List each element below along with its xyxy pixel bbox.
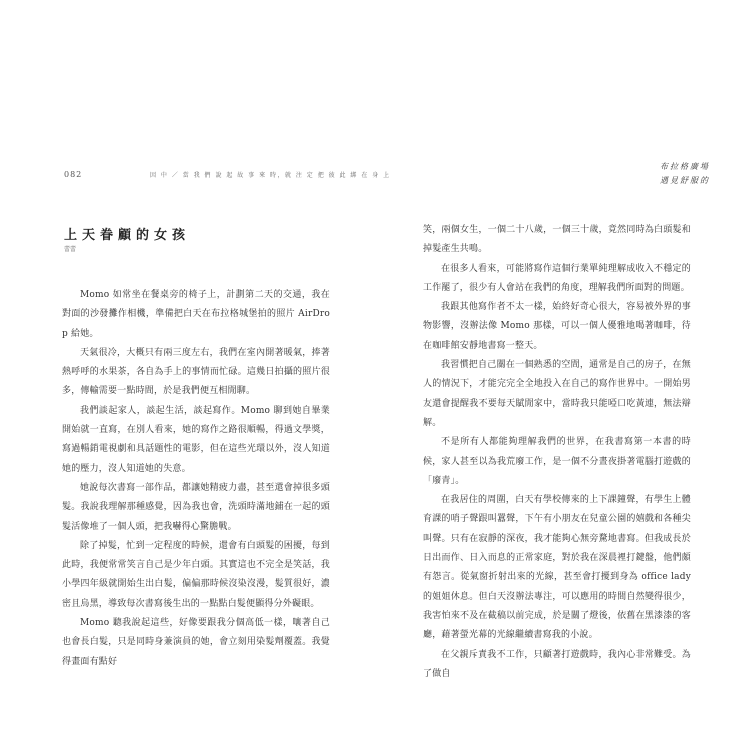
paragraph: Momo 如常坐在餐桌旁的椅子上，計劃第二天的交通，我在對面的沙發攤作相機，準備把白天在布拉格城堡拍的照片 AirDrop 給她。 <box>62 290 330 339</box>
paragraph: 我們談起家人，談起生活，談起寫作。Momo 聊到她自畢業開始就一直寫，在別人看來，她的寫作之路很順暢，得過文學獎，寫過暢銷電視劇和具話題性的電影，但在這些光環以外，沒人知道她的壓力，沒人知道她的失意。 <box>62 405 330 474</box>
essay-author: 蕾蕾 <box>64 246 77 253</box>
page-number: 082 <box>64 170 83 179</box>
essay-title: 上天眷顧的女孩 <box>64 228 191 243</box>
running-header: 因 中 ／ 當 我 們 說 起 故 事 來 時，就 注 定 把 彼 此 綁 在 身 上 <box>150 172 391 179</box>
paragraph: 除了掉髮，忙到一定程度的時候，還會有白頭髮的困擾，每到此時，我便常常笑言自己是少年白頭。其實這也不完全是笑話，我小學四年級就開始生出白髮，偏偏那時候沒染沒漫，髮質很好，濃密且烏黑，導致每次書寫後生出的一點點白髮便顯得分外礙眼。 <box>62 540 330 609</box>
paragraph-continued: 笑，兩個女生，一個二十八歲，一個三十歲，竟然同時為白頭髮和掉髮產生共鳴。 <box>423 225 691 255</box>
left-page-body <box>62 286 330 672</box>
paragraph: Momo 聽我說起這些，好像要跟我分個高低一樣，嚷著自己也會長白髮，只是同時身兼演員的她，會立刻用染髮劑覆蓋。我覺得畫面有點好 <box>62 618 330 667</box>
paragraph: 我習慣把自己關在一個熟悉的空間，通常是自己的房子，在無人的情況下，才能完完全全地投入在自己的寫作世界中。一開始男友還會提醒我不要每天賦閒家中，當時我只能啞口吃黃連，無法辯解。 <box>423 360 691 428</box>
right-header-line-2: 遇見舒服的 <box>660 176 710 185</box>
paragraph: 天氣很冷，大概只有兩三度左右，我們在室內開著暖氣，捧著熱呼呼的水果茶，各自為手上的事情而忙碌。這幾日拍攝的照片很多，傳輸需要一點時間，於是我們便互相閒聊。 <box>62 347 330 397</box>
paragraph: 不是所有人都能夠理解我們的世界，在我書寫第一本書的時候，家人甚至以為我荒廢工作，是一個不分晝夜掛著電腦打遊戲的「廢青」。 <box>423 437 691 486</box>
paragraph: 在父親斥責我不工作，只顧著打遊戲時，我內心非常難受。為了做自 <box>423 649 691 679</box>
paragraph: 在很多人看來，可能將寫作這個行業單純理解成收入不穩定的工作罷了，很少有人會站在我們的角度，理解我們所面對的問題。 <box>423 263 691 293</box>
right-header-line-1: 布拉格廣場 <box>660 162 710 171</box>
paragraph: 我跟其他寫作者不太一樣，始終好奇心很大，容易被外界的事物影響，沒辦法像 Momo 那樣，可以一個人優雅地喝著咖啡，待在咖啡館安靜地書寫一整天。 <box>423 302 691 351</box>
paragraph: 她說每次書寫一部作品，都讓她精疲力盡，甚至還會掉很多頭髮。我說我理解那種感覺，因為我也會，洗頭時滿地鋪在一起的頭髮活像堆了一個人頭，把我嚇得心驚膽戰。 <box>62 482 330 532</box>
paragraph: 在我居住的周圍，白天有學校傳來的上下課鐘聲，有學生上體育課的哨子聲跟叫囂聲，下午有小朋友在兒童公園的嬉戲和各種尖叫聲。只有在寂靜的深夜，我才能夠心無旁騖地書寫。但我成長於日出而作、日入而息的正常家庭，對於我在深晨裡打鍵盤，他們頗有怨言。從氣窗折射出來的光線，甚至會打擾到身為 office lady 的姐姐休息。但白天沒辦法專注，可以應用的時間自然變得很少，我害怕來不及在截稿以前完成，於是關了燈後，依舊在黑漆漆的客廳，藉著螢光幕的光線繼續書寫我的小說。 <box>423 495 691 641</box>
right-page-body <box>423 221 691 684</box>
right-page-header <box>640 160 710 188</box>
